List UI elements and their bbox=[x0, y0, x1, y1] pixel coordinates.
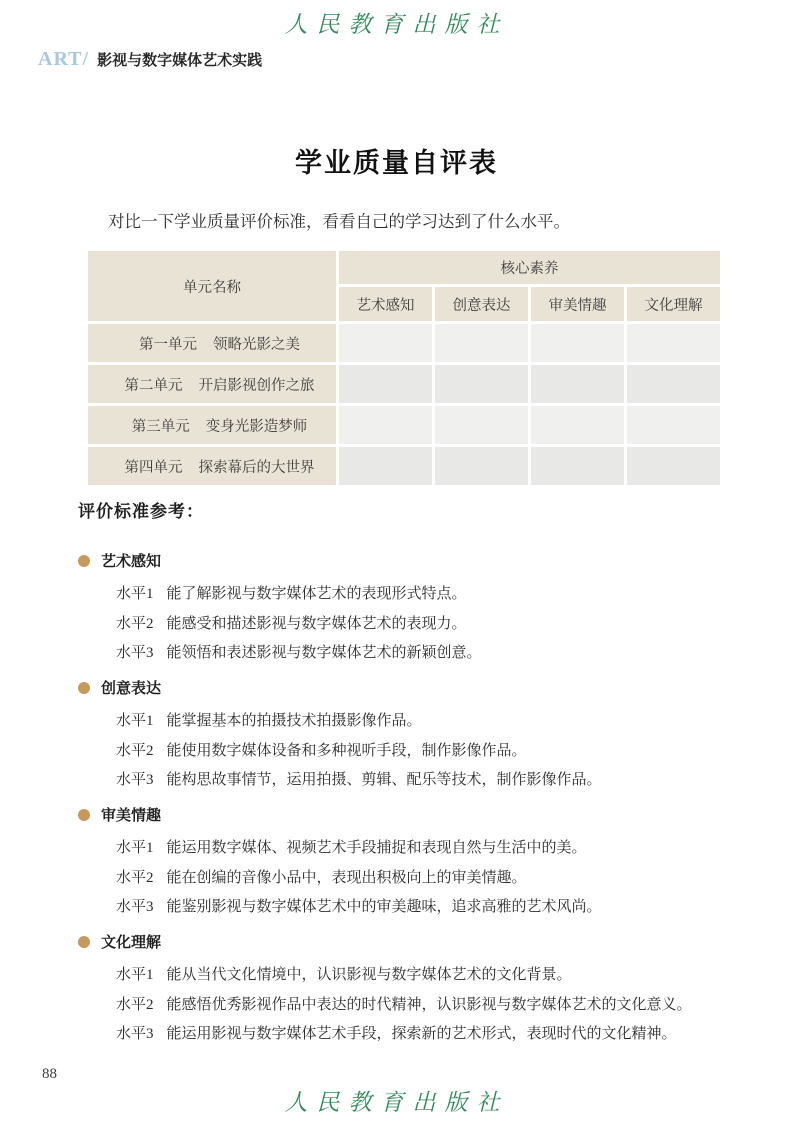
criteria-heading: 评价标准参考： bbox=[78, 502, 204, 521]
level-line bbox=[116, 711, 728, 732]
score-cell bbox=[435, 324, 528, 362]
level-label: 水平3 bbox=[116, 1026, 154, 1042]
level-label: 水平1 bbox=[116, 967, 154, 983]
table-row bbox=[88, 406, 720, 444]
section-title-row bbox=[78, 677, 728, 698]
unit-title: 变身光影造梦师 bbox=[205, 418, 308, 435]
level-text: 能运用数字媒体、视频艺术手段捕捉和表现自然与生活中的美。 bbox=[166, 840, 587, 856]
section-title: 艺术感知 bbox=[101, 553, 162, 570]
score-cell bbox=[627, 406, 720, 444]
level-text: 能在创编的音像小品中，表现出积极向上的审美情趣。 bbox=[166, 869, 527, 886]
table-row bbox=[88, 447, 720, 485]
unit-name bbox=[88, 447, 336, 485]
score-cell bbox=[435, 406, 528, 444]
level-text: 能领悟和表述影视与数字媒体艺术的新颖创意。 bbox=[166, 645, 482, 661]
bullet-icon bbox=[78, 555, 90, 567]
level-label: 水平3 bbox=[116, 899, 154, 915]
level-label: 水平2 bbox=[116, 996, 154, 1013]
score-cell bbox=[531, 324, 624, 362]
level-text: 能感悟优秀影视作品中表达的时代精神，认识影视与数字媒体艺术的文化意义。 bbox=[166, 996, 692, 1013]
level-line bbox=[116, 897, 728, 918]
level-line bbox=[116, 995, 728, 1016]
level-text: 能从当代文化情境中，认识影视与数字媒体艺术的文化背景。 bbox=[166, 967, 572, 983]
section-title: 文化理解 bbox=[101, 934, 162, 951]
unit-name bbox=[88, 324, 336, 362]
unit-name-header: 单元名称 bbox=[88, 251, 336, 321]
level-text: 能运用影视与数字媒体艺术手段，探索新的艺术形式，表现时代的文化精神。 bbox=[166, 1026, 677, 1042]
score-cell bbox=[627, 365, 720, 403]
section-title-row bbox=[78, 550, 728, 571]
publisher-logo-bottom: 人民教育出版社 bbox=[284, 1090, 509, 1116]
table-row bbox=[88, 365, 720, 403]
unit-name bbox=[88, 406, 336, 444]
score-cell bbox=[339, 406, 432, 444]
level-text: 能使用数字媒体设备和多种视听手段，制作影像作品。 bbox=[166, 742, 527, 759]
self-evaluation-table-wrap bbox=[85, 248, 723, 488]
running-header bbox=[38, 48, 262, 71]
level-label: 水平3 bbox=[116, 645, 154, 661]
criteria-section bbox=[78, 931, 728, 1045]
level-line bbox=[116, 614, 728, 635]
unit-prefix: 第三单元 bbox=[131, 418, 190, 435]
course-name: 影视与数字媒体艺术实践 bbox=[97, 52, 263, 69]
level-label: 水平1 bbox=[116, 713, 154, 729]
level-line bbox=[116, 965, 728, 986]
core-competency-header: 核心素养 bbox=[339, 251, 720, 284]
bullet-icon bbox=[78, 809, 90, 821]
level-line bbox=[116, 584, 728, 605]
competency-column-header: 艺术感知 bbox=[339, 287, 432, 321]
section-title: 审美情趣 bbox=[101, 807, 162, 824]
level-label: 水平3 bbox=[116, 772, 154, 788]
section-title-row bbox=[78, 931, 728, 952]
unit-prefix: 第二单元 bbox=[124, 377, 183, 394]
level-line bbox=[116, 868, 728, 889]
criteria-section bbox=[78, 804, 728, 918]
competency-column-header: 审美情趣 bbox=[531, 287, 624, 321]
score-cell bbox=[339, 447, 432, 485]
level-label: 水平2 bbox=[116, 615, 154, 632]
level-text: 能构思故事情节，运用拍摄、剪辑、配乐等技术，制作影像作品。 bbox=[166, 772, 602, 788]
level-label: 水平1 bbox=[116, 840, 154, 856]
competency-column-header: 创意表达 bbox=[435, 287, 528, 321]
score-cell bbox=[435, 447, 528, 485]
unit-name bbox=[88, 365, 336, 403]
score-cell bbox=[627, 324, 720, 362]
level-line bbox=[116, 741, 728, 762]
score-cell bbox=[339, 324, 432, 362]
unit-title: 开启影视创作之旅 bbox=[198, 377, 315, 394]
score-cell bbox=[627, 447, 720, 485]
competency-column-header: 文化理解 bbox=[627, 287, 720, 321]
bullet-icon bbox=[78, 936, 90, 948]
publisher-logo-top: 人民教育出版社 bbox=[284, 12, 509, 38]
score-cell bbox=[531, 447, 624, 485]
section-title-row bbox=[78, 804, 728, 825]
bullet-icon bbox=[78, 682, 90, 694]
level-label: 水平2 bbox=[116, 742, 154, 759]
level-text: 能了解影视与数字媒体艺术的表现形式特点。 bbox=[166, 586, 467, 602]
unit-title: 领略光影之美 bbox=[213, 336, 300, 353]
page-number: 88 bbox=[42, 1066, 57, 1082]
level-text: 能掌握基本的拍摄技术拍摄影像作品。 bbox=[166, 713, 422, 729]
score-cell bbox=[531, 365, 624, 403]
level-label: 水平2 bbox=[116, 869, 154, 886]
course-code: ART/ bbox=[38, 48, 90, 70]
intro-text: 对比一下学业质量评价标准，看看自己的学习达到了什么水平。 bbox=[108, 212, 570, 231]
score-cell bbox=[531, 406, 624, 444]
criteria-section bbox=[78, 677, 728, 791]
level-line bbox=[116, 643, 728, 664]
criteria-reference bbox=[78, 497, 728, 1058]
level-line bbox=[116, 1024, 728, 1045]
unit-title: 探索幕后的大世界 bbox=[198, 459, 315, 476]
self-evaluation-table bbox=[85, 248, 723, 488]
level-text: 能感受和描述影视与数字媒体艺术的表现力。 bbox=[166, 615, 467, 632]
level-label: 水平1 bbox=[116, 586, 154, 602]
criteria-section bbox=[78, 550, 728, 664]
score-cell bbox=[339, 365, 432, 403]
table-row bbox=[88, 324, 720, 362]
section-title: 创意表达 bbox=[101, 680, 162, 697]
score-cell bbox=[435, 365, 528, 403]
page-title: 学业质量自评表 bbox=[295, 148, 498, 178]
unit-prefix: 第四单元 bbox=[124, 459, 183, 476]
level-line bbox=[116, 838, 728, 859]
level-text: 能鉴别影视与数字媒体艺术中的审美趣味，追求高雅的艺术风尚。 bbox=[166, 899, 602, 915]
level-line bbox=[116, 770, 728, 791]
unit-prefix: 第一单元 bbox=[139, 336, 197, 353]
